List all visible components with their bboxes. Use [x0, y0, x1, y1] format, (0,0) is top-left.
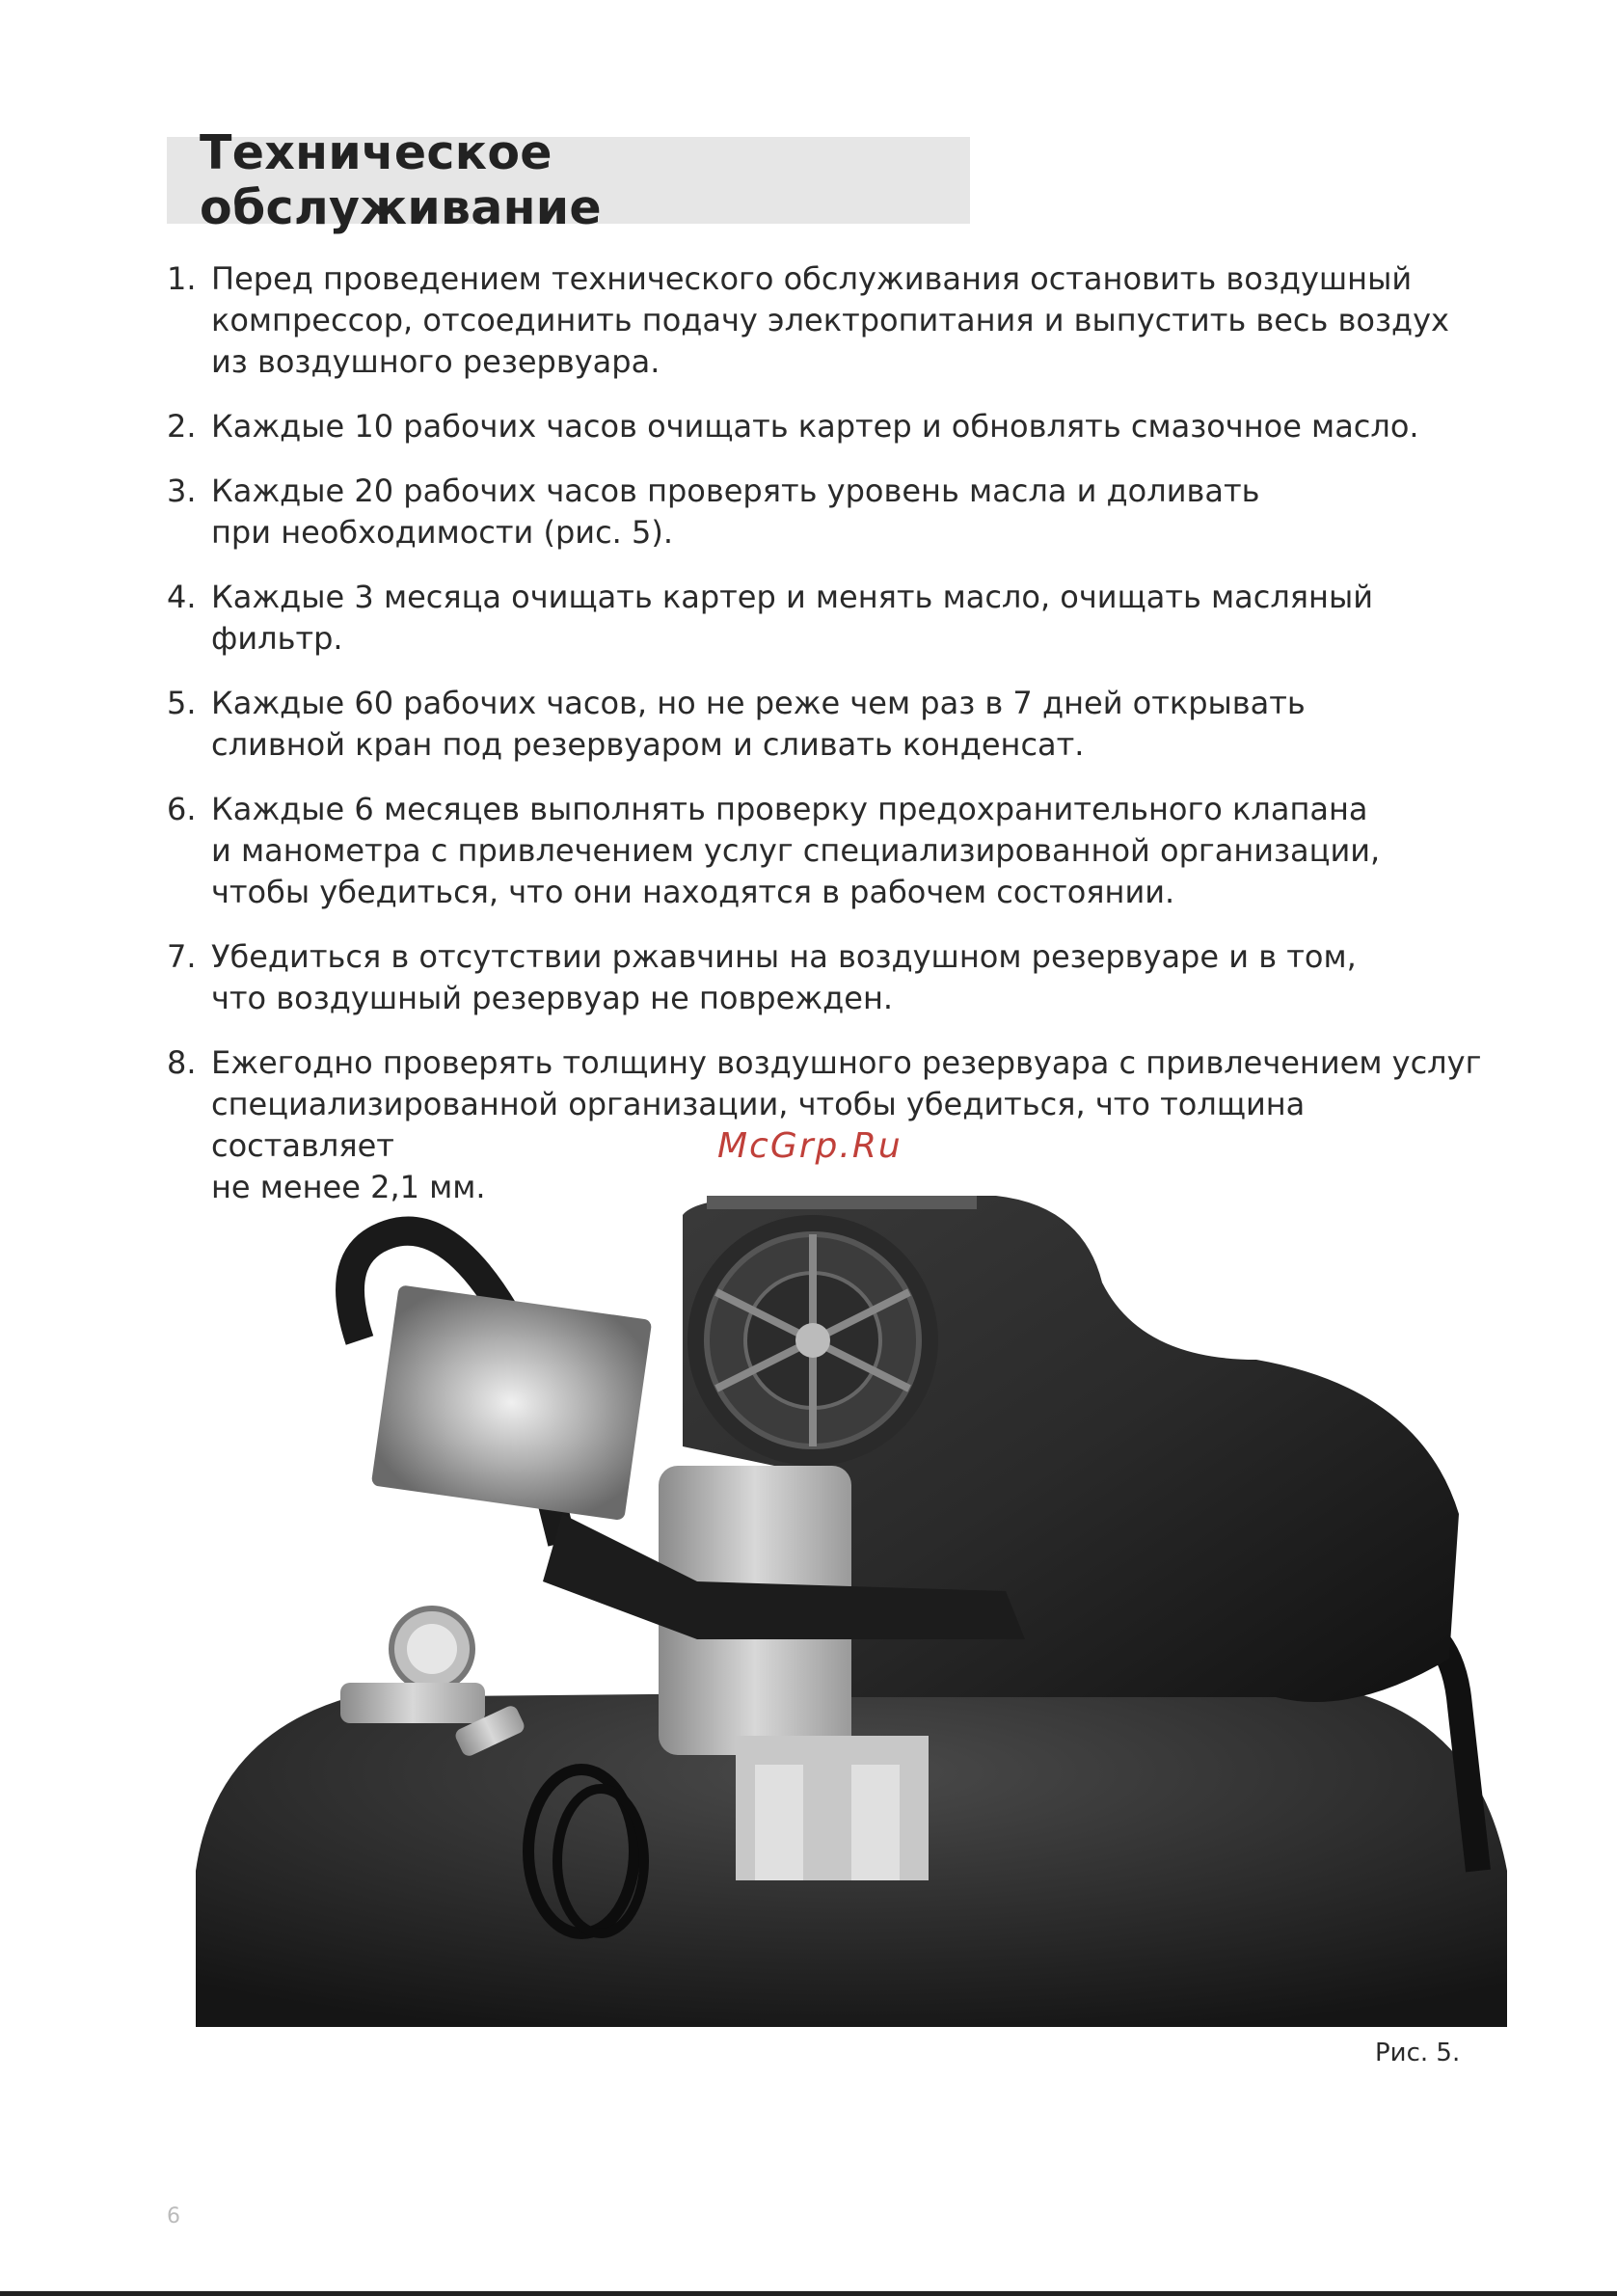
step-number: 2. [167, 408, 197, 445]
step-number: 8. [167, 1044, 197, 1081]
figure-caption: Рис. 5. [1375, 2039, 1461, 2067]
list-item [167, 683, 1497, 766]
step-text: Каждые 60 рабочих часов, но не реже чем раз в 7 дней открывать сливной кран под резервуаром и сливать конденсат. [211, 685, 1306, 763]
step-text: Убедиться в отсутствии ржавчины на воздушном резервуаре и в том, что воздушный резервуар не поврежден. [211, 938, 1357, 1016]
list-item [167, 577, 1497, 660]
list-item [167, 406, 1497, 447]
list-item [167, 258, 1497, 383]
maintenance-steps-list [167, 258, 1497, 1231]
step-number: 6. [167, 791, 197, 827]
compressor-photo [196, 1196, 1507, 2027]
step-number: 5. [167, 685, 197, 721]
section-title-box [167, 125, 970, 235]
step-text: Перед проведением технического обслуживания остановить воздушный компрессор, отсоединить подачу электропитания и выпустить весь воздух из воздушного резервуара. [211, 260, 1449, 380]
step-text: Ежегодно проверять толщину воздушного резервуара с привлечением услуг специализированной организации, чтобы убедиться, что толщина составляет не менее 2,1 мм. [211, 1044, 1482, 1205]
page-number: 6 [167, 2204, 180, 2228]
list-item [167, 471, 1497, 554]
bottom-divider [0, 2291, 1617, 2296]
watermark-text[interactable]: McGrp.Ru [717, 1126, 903, 1166]
step-number: 1. [167, 260, 197, 297]
step-number: 3. [167, 473, 197, 509]
list-item [167, 1042, 1497, 1208]
list-item [167, 936, 1497, 1019]
step-text: Каждые 6 месяцев выполнять проверку предохранительного клапана и манометра с привлечением услуг специализированной организации, чтобы убедиться, что они находятся в рабочем состоянии. [211, 791, 1381, 910]
page-title: Техническое обслуживание [200, 125, 602, 235]
step-text: Каждые 20 рабочих часов проверять уровень масла и доливать при необходимости (рис. 5). [211, 473, 1260, 551]
step-number: 4. [167, 579, 197, 615]
step-number: 7. [167, 938, 197, 975]
step-text: Каждые 10 рабочих часов очищать картер и обновлять смазочное масло. [211, 408, 1419, 445]
list-item [167, 789, 1497, 913]
step-text: Каждые 3 месяца очищать картер и менять масло, очищать масляный фильтр. [211, 579, 1374, 657]
